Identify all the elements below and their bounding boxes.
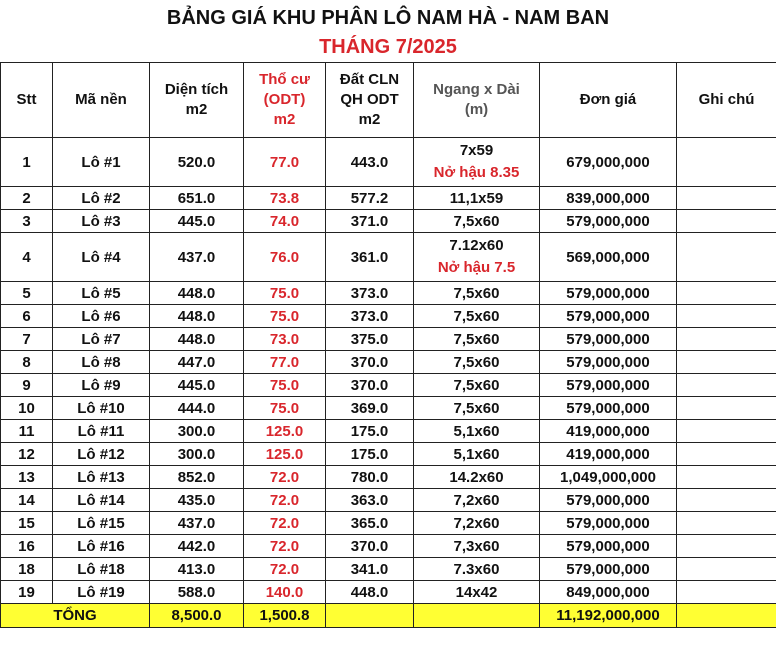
cell-odt: 75.0 — [244, 374, 326, 397]
cell-ma-nen: Lô #11 — [53, 420, 150, 443]
cell-odt: 77.0 — [244, 351, 326, 374]
cell-price: 579,000,000 — [540, 512, 677, 535]
cell-cln: 370.0 — [326, 535, 414, 558]
table-row — [1, 210, 776, 233]
cell-dien-tich: 445.0 — [150, 374, 244, 397]
cell-price: 579,000,000 — [540, 210, 677, 233]
cell-ma-nen: Lô #4 — [53, 233, 150, 282]
cell-ma-nen: Lô #7 — [53, 328, 150, 351]
cell-ma-nen: Lô #14 — [53, 489, 150, 512]
cell-note — [677, 305, 776, 328]
cell-note — [677, 328, 776, 351]
col-header-ngang-dai: Ngang x Dài (m) — [414, 63, 540, 138]
cell-size: 7,2x60 — [414, 489, 540, 512]
cell-dien-tich: 852.0 — [150, 466, 244, 489]
cell-note — [677, 489, 776, 512]
cell-stt: 6 — [1, 305, 53, 328]
cell-price: 579,000,000 — [540, 397, 677, 420]
cell-cln: 373.0 — [326, 305, 414, 328]
cell-ma-nen: Lô #5 — [53, 282, 150, 305]
cell-price: 579,000,000 — [540, 282, 677, 305]
cell-dien-tich: 413.0 — [150, 558, 244, 581]
cell-ma-nen: Lô #19 — [53, 581, 150, 604]
col-header-tho-cu: Thổ cư (ODT) m2 — [244, 63, 326, 138]
cell-cln: 341.0 — [326, 558, 414, 581]
cell-ma-nen: Lô #15 — [53, 512, 150, 535]
size-note: Nở hậu 7.5 — [437, 259, 516, 276]
col-header-don-gia: Đơn giá — [540, 63, 677, 138]
cell-size: 14x42 — [414, 581, 540, 604]
table-row — [1, 282, 776, 305]
cell-price: 849,000,000 — [540, 581, 677, 604]
cell-size — [414, 138, 540, 187]
cell-stt: 8 — [1, 351, 53, 374]
cell-note — [677, 351, 776, 374]
cell-stt: 4 — [1, 233, 53, 282]
cell-ma-nen: Lô #1 — [53, 138, 150, 187]
col-header-dien-tich: Diện tích m2 — [150, 63, 244, 138]
table-row — [1, 512, 776, 535]
cell-cln: 369.0 — [326, 397, 414, 420]
cell-price: 679,000,000 — [540, 138, 677, 187]
sheet-subtitle: THÁNG 7/2025 — [319, 36, 457, 58]
cell-note — [677, 535, 776, 558]
cell-ma-nen: Lô #10 — [53, 397, 150, 420]
size-note: Nở hậu 8.35 — [433, 164, 520, 181]
header-row — [1, 63, 776, 138]
col-header-dat-cln: Đất CLN QH ODT m2 — [326, 63, 414, 138]
cell-odt: 76.0 — [244, 233, 326, 282]
cell-price: 579,000,000 — [540, 328, 677, 351]
total-odt: 1,500.8 — [244, 604, 326, 628]
cell-dien-tich: 300.0 — [150, 443, 244, 466]
cell-note — [677, 397, 776, 420]
table-row — [1, 374, 776, 397]
table-row — [1, 489, 776, 512]
cell-note — [677, 138, 776, 187]
cell-cln: 175.0 — [326, 420, 414, 443]
cell-odt: 72.0 — [244, 512, 326, 535]
table-row — [1, 305, 776, 328]
total-row — [1, 604, 776, 628]
cell-cln: 375.0 — [326, 328, 414, 351]
cell-odt: 75.0 — [244, 282, 326, 305]
cell-note — [677, 512, 776, 535]
cell-note — [677, 282, 776, 305]
cell-odt: 72.0 — [244, 489, 326, 512]
cell-size: 7.3x60 — [414, 558, 540, 581]
cell-cln: 443.0 — [326, 138, 414, 187]
cell-note — [677, 374, 776, 397]
table-row — [1, 138, 776, 187]
cell-ma-nen: Lô #2 — [53, 187, 150, 210]
cell-odt: 75.0 — [244, 397, 326, 420]
cell-ma-nen: Lô #18 — [53, 558, 150, 581]
cell-note — [677, 233, 776, 282]
cell-cln: 780.0 — [326, 466, 414, 489]
table-row — [1, 328, 776, 351]
cell-size: 11,1x59 — [414, 187, 540, 210]
cell-size: 7,5x60 — [414, 282, 540, 305]
cell-price: 579,000,000 — [540, 374, 677, 397]
col-header-ma-nen: Mã nền — [53, 63, 150, 138]
col-header-stt: Stt — [1, 63, 53, 138]
col-header-ghi-chu: Ghi chú — [677, 63, 776, 138]
cell-stt: 11 — [1, 420, 53, 443]
cell-size: 7,3x60 — [414, 535, 540, 558]
cell-cln: 370.0 — [326, 351, 414, 374]
cell-cln: 370.0 — [326, 374, 414, 397]
cell-dien-tich: 588.0 — [150, 581, 244, 604]
cell-ma-nen: Lô #6 — [53, 305, 150, 328]
cell-stt: 13 — [1, 466, 53, 489]
cell-dien-tich: 651.0 — [150, 187, 244, 210]
total-cln — [326, 604, 414, 628]
cell-size: 5,1x60 — [414, 420, 540, 443]
cell-price: 1,049,000,000 — [540, 466, 677, 489]
cell-cln: 577.2 — [326, 187, 414, 210]
cell-size: 7,2x60 — [414, 512, 540, 535]
cell-odt: 72.0 — [244, 466, 326, 489]
cell-price: 419,000,000 — [540, 420, 677, 443]
cell-ma-nen: Lô #3 — [53, 210, 150, 233]
cell-size: 5,1x60 — [414, 443, 540, 466]
table-row — [1, 466, 776, 489]
cell-dien-tich: 444.0 — [150, 397, 244, 420]
cell-size: 7,5x60 — [414, 374, 540, 397]
cell-dien-tich: 437.0 — [150, 233, 244, 282]
cell-size: 7,5x60 — [414, 351, 540, 374]
cell-cln: 175.0 — [326, 443, 414, 466]
size-main: 7.12x60 — [449, 237, 504, 254]
cell-odt: 73.8 — [244, 187, 326, 210]
cell-dien-tich: 447.0 — [150, 351, 244, 374]
table-row — [1, 420, 776, 443]
total-size — [414, 604, 540, 628]
cell-size: 7,5x60 — [414, 397, 540, 420]
cell-size: 7,5x60 — [414, 305, 540, 328]
cell-stt: 2 — [1, 187, 53, 210]
cell-cln: 365.0 — [326, 512, 414, 535]
cell-cln: 363.0 — [326, 489, 414, 512]
cell-note — [677, 558, 776, 581]
cell-dien-tich: 448.0 — [150, 328, 244, 351]
cell-stt: 5 — [1, 282, 53, 305]
cell-note — [677, 210, 776, 233]
price-table — [0, 62, 776, 628]
cell-odt: 72.0 — [244, 558, 326, 581]
cell-stt: 18 — [1, 558, 53, 581]
cell-note — [677, 466, 776, 489]
cell-price: 579,000,000 — [540, 535, 677, 558]
cell-dien-tich: 448.0 — [150, 305, 244, 328]
sheet-title: BẢNG GIÁ KHU PHÂN LÔ NAM HÀ - NAM BAN — [166, 7, 610, 29]
cell-odt: 72.0 — [244, 535, 326, 558]
cell-price: 569,000,000 — [540, 233, 677, 282]
cell-odt: 75.0 — [244, 305, 326, 328]
table-row — [1, 535, 776, 558]
cell-cln: 448.0 — [326, 581, 414, 604]
size-main: 7x59 — [459, 142, 494, 159]
cell-note — [677, 187, 776, 210]
cell-ma-nen: Lô #8 — [53, 351, 150, 374]
cell-price: 579,000,000 — [540, 351, 677, 374]
cell-stt: 7 — [1, 328, 53, 351]
cell-size: 7,5x60 — [414, 328, 540, 351]
cell-odt: 125.0 — [244, 420, 326, 443]
table-row — [1, 397, 776, 420]
cell-odt: 73.0 — [244, 328, 326, 351]
cell-note — [677, 420, 776, 443]
cell-odt: 74.0 — [244, 210, 326, 233]
cell-dien-tich: 435.0 — [150, 489, 244, 512]
cell-size: 7,5x60 — [414, 210, 540, 233]
cell-dien-tich: 442.0 — [150, 535, 244, 558]
cell-size — [414, 233, 540, 282]
cell-stt: 16 — [1, 535, 53, 558]
cell-dien-tich: 300.0 — [150, 420, 244, 443]
table-row — [1, 558, 776, 581]
cell-ma-nen: Lô #13 — [53, 466, 150, 489]
cell-dien-tich: 437.0 — [150, 512, 244, 535]
cell-dien-tich: 448.0 — [150, 282, 244, 305]
cell-price: 579,000,000 — [540, 489, 677, 512]
cell-stt: 3 — [1, 210, 53, 233]
cell-odt: 77.0 — [244, 138, 326, 187]
cell-odt: 140.0 — [244, 581, 326, 604]
cell-stt: 10 — [1, 397, 53, 420]
cell-ma-nen: Lô #12 — [53, 443, 150, 466]
cell-note — [677, 443, 776, 466]
cell-size: 14.2x60 — [414, 466, 540, 489]
total-note — [677, 604, 776, 628]
cell-price: 579,000,000 — [540, 305, 677, 328]
cell-odt: 125.0 — [244, 443, 326, 466]
cell-stt: 1 — [1, 138, 53, 187]
cell-dien-tich: 445.0 — [150, 210, 244, 233]
table-row — [1, 443, 776, 466]
total-label: TỔNG — [1, 604, 150, 628]
cell-cln: 373.0 — [326, 282, 414, 305]
cell-stt: 12 — [1, 443, 53, 466]
cell-ma-nen: Lô #9 — [53, 374, 150, 397]
cell-stt: 9 — [1, 374, 53, 397]
table-row — [1, 233, 776, 282]
cell-price: 419,000,000 — [540, 443, 677, 466]
total-price: 11,192,000,000 — [540, 604, 677, 628]
cell-price: 579,000,000 — [540, 558, 677, 581]
cell-ma-nen: Lô #16 — [53, 535, 150, 558]
cell-stt: 19 — [1, 581, 53, 604]
table-body — [1, 138, 776, 604]
cell-stt: 15 — [1, 512, 53, 535]
table-row — [1, 187, 776, 210]
cell-dien-tich: 520.0 — [150, 138, 244, 187]
table-row — [1, 581, 776, 604]
cell-note — [677, 581, 776, 604]
cell-cln: 371.0 — [326, 210, 414, 233]
cell-price: 839,000,000 — [540, 187, 677, 210]
total-area: 8,500.0 — [150, 604, 244, 628]
table-row — [1, 351, 776, 374]
cell-stt: 14 — [1, 489, 53, 512]
cell-cln: 361.0 — [326, 233, 414, 282]
